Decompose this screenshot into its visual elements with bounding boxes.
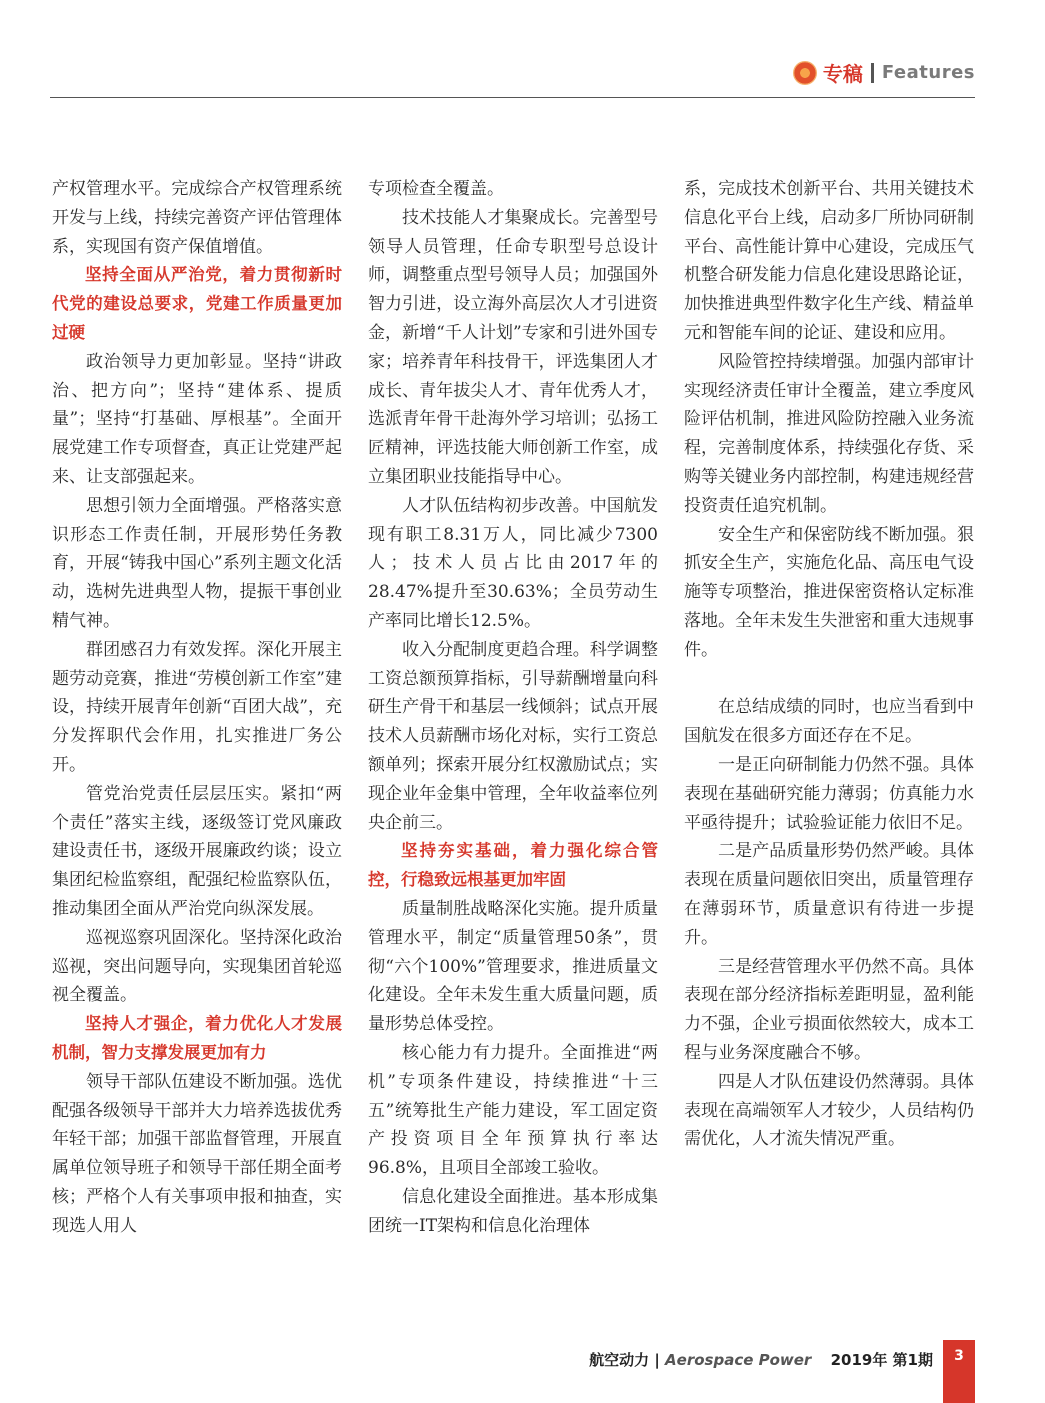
paragraph: 质量制胜战略深化实施。提升质量管理水平，制定“质量管理50条”，贯彻“六个100%”管理要求，推进质量文化建设。全年未发生重大质量问题，质量形势总体受控。	[368, 898, 658, 1035]
section-heading: 坚持人才强企，着力优化人才发展机制，智力支撑发展更加有力	[52, 1014, 342, 1062]
paragraph: 思想引领力全面增强。严格落实意识形态工作责任制，开展形势任务教育，开展“铸我中国心”系列主题文化活动，选树先进典型人物，提振干事创业精气神。	[52, 495, 342, 631]
footer-masthead	[589, 1349, 933, 1370]
page-footer	[0, 1340, 1045, 1403]
magazine-logo-icon	[793, 61, 817, 85]
text-column-3	[684, 175, 974, 1154]
paragraph: 人才队伍结构初步改善。中国航发现有职工8.31万人，同比减少7300人；技术人员占比由2017年的28.47%提升至30.63%；全员劳动生产率同比增长12.5%。	[368, 495, 658, 631]
section-heading: 坚持夯实基础，着力强化综合管控，行稳致远根基更加牢固	[368, 841, 658, 890]
paragraph: 收入分配制度更趋合理。科学调整工资总额预算指标，引导薪酬增量向科研生产骨干和基层一线倾斜；试点开展技术人员薪酬市场化对标，实行工资总额单列；探索开展分红权激励试点；实现企业年金集中管理，全年收益率位列央企前三。	[368, 639, 658, 833]
paragraph: 专项检查全覆盖。	[368, 179, 504, 199]
paragraph: 核心能力有力提升。全面推进“两机”专项条件建设，持续推进“十三五”统筹批生产能力建设，军工固定资产投资项目全年预算执行率达96.8%，且项目全部竣工验收。	[368, 1042, 658, 1179]
text-column-1	[52, 175, 342, 1240]
header-rule	[50, 97, 975, 98]
paragraph: 领导干部队伍建设不断加强。选优配强各级领导干部并大力培养选拔优秀年轻干部；加强干部监督管理，开展直属单位领导班子和领导干部任期全面考核；严格个人有关事项申报和抽查，实现选人用人	[52, 1071, 342, 1236]
paragraph: 产权管理水平。完成综合产权管理系统开发与上线，持续完善资产评估管理体系，实现国有资产保值增值。	[52, 179, 342, 257]
paragraph: 群团感召力有效发挥。深化开展主题劳动竞赛，推进“劳模创新工作室”建设，持续开展青年创新“百团大战”，充分发挥职代会作用，扎实推进厂务公开。	[52, 639, 342, 775]
paragraph-spacer	[684, 665, 974, 694]
paragraph: 技术技能人才集聚成长。完善型号领导人员管理，任命专职型号总设计师，调整重点型号领导人员；加强国外智力引进，设立海外高层次人才引进资金，新增“千人计划”专家和引进外国专家；培养青年科技骨干，评选集团人才成长、青年拔尖人才、青年优秀人才，选派青年骨干赴海外学习培训；弘扬工匠精神，评选技能大师创新工作室，成立集团职业技能指导中心。	[368, 207, 658, 487]
section-name-cn: 专稿	[822, 62, 863, 86]
section-name-en: Features	[881, 62, 975, 83]
paragraph: 四是人才队伍建设仍然薄弱。具体表现在高端领军人才较少，人员结构仍需优化，人才流失情况严重。	[684, 1071, 974, 1150]
paragraph: 巡视巡察巩固深化。坚持深化政治巡视，突出问题导向，实现集团首轮巡视全覆盖。	[52, 927, 342, 1006]
paragraph: 政治领导力更加彰显。坚持“讲政治、把方向”；坚持“建体系、提质量”；坚持“打基础、厚根基”。全面开展党建工作专项督查，真正让党建严起来、让支部强起来。	[52, 351, 342, 487]
page-number: 3	[954, 1348, 964, 1364]
section-separator	[871, 63, 874, 83]
paragraph: 二是产品质量形势仍然严峻。具体表现在质量问题依旧突出，质量管理存在薄弱环节，质量意识有待进一步提升。	[684, 841, 974, 948]
paragraph: 管党治党责任层层压实。紧扣“两个责任”落实主线，逐级签订党风廉政建设责任书，逐级开展廉政约谈；设立集团纪检监察组，配强纪检监察队伍，推动集团全面从严治党向纵深发展。	[52, 783, 342, 919]
masthead-separator: |	[654, 1351, 660, 1369]
paragraph: 系，完成技术创新平台、共用关键技术信息化平台上线，启动多厂所协同研制平台、高性能计算中心建设，完成压气机整合研发能力信息化建设思路论证，加快推进典型件数字化生产线、精益单元和智能车间的论证、建设和应用。	[684, 179, 974, 343]
paragraph: 安全生产和保密防线不断加强。狠抓安全生产，实施危化品、高压电气设施等专项整治，推进保密资格认定标准落地。全年未发生失泄密和重大违规事件。	[684, 524, 974, 660]
magazine-name-cn: 航空动力	[589, 1351, 650, 1369]
paragraph: 三是经营管理水平仍然不高。具体表现在部分经济指标差距明显，盈利能力不强，企业亏损面依然较大，成本工程与业务深度融合不够。	[684, 956, 974, 1063]
text-column-2	[368, 175, 658, 1240]
magazine-name-en: Aerospace Power	[665, 1351, 812, 1369]
paragraph: 一是正向研制能力仍然不强。具体表现在基础研究能力薄弱；仿真能力水平亟待提升；试验验证能力依旧不足。	[684, 754, 974, 833]
page-header	[0, 0, 1045, 100]
paragraph: 风险管控持续增强。加强内部审计实现经济责任审计全覆盖，建立季度风险评估机制，推进风险防控融入业务流程，完善制度体系，持续强化存货、采购等关键业务内部控制，构建违规经营投资责任追究机制。	[684, 351, 974, 516]
section-heading: 坚持全面从严治党，着力贯彻新时代党的建设总要求，党建工作质量更加过硬	[52, 265, 342, 342]
section-label	[793, 58, 975, 87]
issue-label: 2019年 第1期	[830, 1351, 933, 1369]
paragraph: 在总结成绩的同时，也应当看到中国航发在很多方面还存在不足。	[684, 697, 974, 747]
paragraph: 信息化建设全面推进。基本形成集团统一IT架构和信息化治理体	[368, 1186, 658, 1236]
